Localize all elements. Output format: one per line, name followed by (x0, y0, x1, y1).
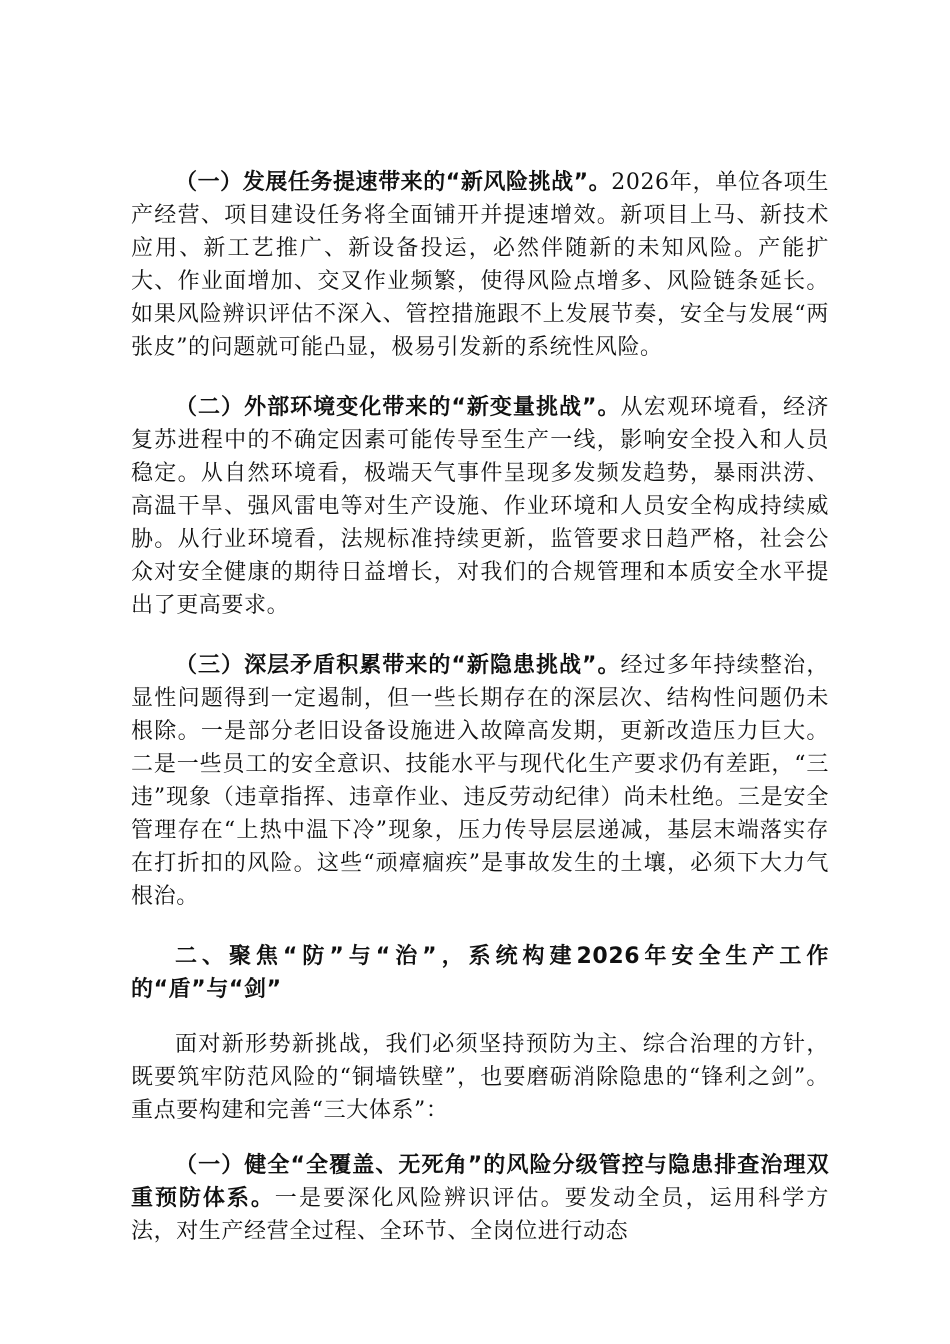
section-intro: 面对新形势新挑战，我们必须坚持预防为主、综合治理的方针，既要筑牢防范风险的“铜墙铁壁”，也要磨砺消除隐患的“锋利之剑”。重点要构建和完善“三大体系”： (131, 1032, 829, 1123)
paragraph-text: 经过多年持续整治，显性问题得到一定遏制，但一些长期存在的深层次、结构性问题仍未根除。一是部分老旧设备设施进入故障高发期，更新改造压力巨大。二是一些员工的安全意识、技能水平与现代化生产要求仍有差距，“三违”现象（违章指挥、违章作业、违反劳动纪律）尚未杜绝。三是安全管理存在“上热中温下冷”现象，压力传导层层递减，基层末端落实存在打折扣的风险。这些“顽瘴痼疾”是事故发生的土壤，必须下大力气根治。 (131, 653, 829, 909)
paragraph-text: 一是要深化风险辨识评估。要发动全员，运用科学方法，对生产经营全过程、全环节、全岗位进行动态 (131, 1186, 829, 1244)
paragraph-lead: （一）发展任务提速带来的“新风险挑战”。 (175, 170, 612, 195)
paragraph-new-risk-challenge (131, 166, 829, 364)
paragraph-new-hazard-challenge (131, 649, 829, 913)
paragraph-lead: （二）外部环境变化带来的“新变量挑战”。 (175, 395, 621, 420)
paragraph-text: 从宏观环境看，经济复苏进程中的不确定因素可能传导至生产一线，影响安全投入和人员稳定。从自然环境看，极端天气事件呈现多发频发趋势，暴雨洪涝、高温干旱、强风雷电等对生产设施、作业环境和人员安全构成持续威胁。从行业环境看，法规标准持续更新，监管要求日趋严格，社会公众对安全健康的期待日益增长，对我们的合规管理和本质安全水平提出了更高要求。 (131, 395, 829, 618)
section-heading: 二、聚焦“防”与“治”，系统构建2026年安全生产工作的“盾”与“剑” (131, 944, 829, 1002)
paragraph-dual-prevention-system (131, 1149, 829, 1248)
paragraph-lead: （一）健全“全覆盖、无死角”的风险分级管控与隐患排查治理双重预防体系。 (131, 1153, 829, 1211)
paragraph-lead: （三）深层矛盾积累带来的“新隐患挑战”。 (175, 653, 621, 678)
document-body (131, 166, 829, 1248)
paragraph-text: 2026年，单位各项生产经营、项目建设任务将全面铺开并提速增效。新项目上马、新技术应用、新工艺推广、新设备投运，必然伴随新的未知风险。产能扩大、作业面增加、交叉作业频繁，使得风险点增多、风险链条延长。如果风险辨识评估不深入、管控措施跟不上发展节奏，安全与发展“两张皮”的问题就可能凸显，极易引发新的系统性风险。 (131, 170, 830, 360)
paragraph-new-variable-challenge (131, 391, 829, 622)
